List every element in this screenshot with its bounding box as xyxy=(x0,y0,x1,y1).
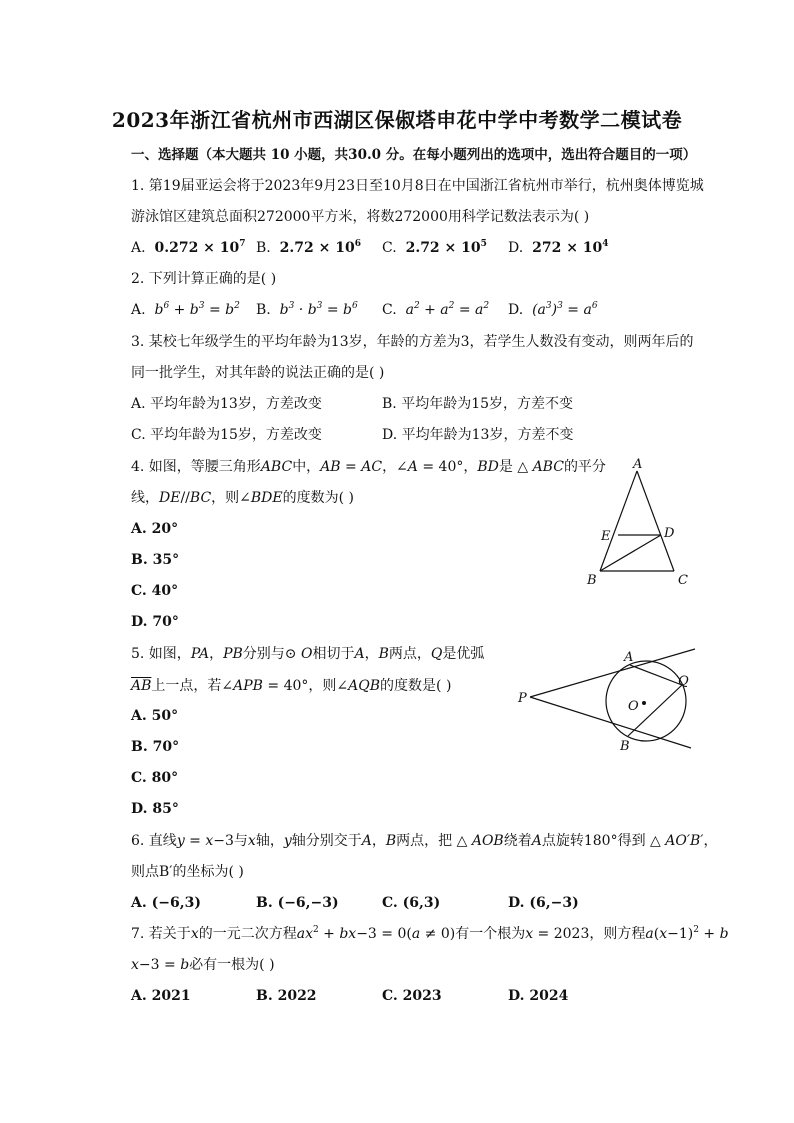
q2-option-c[interactable]: C. $a^2 + a^2 = a^2$ xyxy=(382,301,490,318)
q3-option-b[interactable]: B. 平均年龄为15岁，方差不变 xyxy=(382,396,574,412)
q7-option-b[interactable]: B. 2022 xyxy=(256,988,317,1004)
section-heading: 一、选择题（本大题共 10 小题，共30.0 分。在每小题列出的选项中，选出符合题目的一项） xyxy=(131,147,697,163)
q4-label-c: C xyxy=(678,573,688,588)
q2-stem: 2. 下列计算正确的是( ) xyxy=(131,271,277,287)
q7-line2: x−3 = b必有一根为( ) xyxy=(131,957,275,973)
q4-label-b: B xyxy=(587,573,597,588)
q4-label-e: E xyxy=(601,529,611,544)
q6-line2: 则点B′的坐标为( ) xyxy=(131,864,244,880)
q7-option-d[interactable]: D. 2024 xyxy=(508,988,569,1004)
q5-option-d[interactable]: D. 85° xyxy=(131,801,179,817)
q7-option-c[interactable]: C. 2023 xyxy=(382,988,442,1004)
q2-option-d[interactable]: D. $(a^3)^3 = a^6$ xyxy=(508,301,598,318)
q5-line1: 5. 如图，PA，PB分别与⊙ O相切于A，B两点，Q是优弧 xyxy=(131,646,485,662)
q6-option-a[interactable]: A. (−6,3) xyxy=(131,895,201,911)
q4-line1: 4. 如图，等腰三角形ABC中，AB = AC，∠A = 40°，BD是 △ ABC的平分 xyxy=(131,459,606,475)
q1-option-c[interactable]: C. $2.72 \times 10^5$ xyxy=(382,239,487,256)
q3-option-d[interactable]: D. 平均年龄为13岁，方差不变 xyxy=(382,427,574,443)
q1-option-b[interactable]: B. $2.72 \times 10^6$ xyxy=(256,239,361,256)
q4-line2: 线，DE//BC，则∠BDE的度数为( ) xyxy=(131,490,354,506)
q5-label-a: A xyxy=(624,650,634,665)
q3-option-a[interactable]: A. 平均年龄为13岁，方差改变 xyxy=(131,396,322,412)
q4-label-d: D xyxy=(664,526,675,541)
q6-line1: 6. 直线y = x−3与x轴，y轴分别交于A，B两点，把 △ AOB绕着A点旋转180°得到 △ AO′B′， xyxy=(131,833,718,849)
q5-option-a[interactable]: A. 50° xyxy=(131,708,179,724)
q5-option-c[interactable]: C. 80° xyxy=(131,770,179,786)
q1-line2: 游泳馆区建筑总面积272000平方米，将数272000用科学记数法表示为( ) xyxy=(131,209,590,225)
q1-option-a[interactable]: A. $0.272 \times 10^7$ xyxy=(131,239,246,256)
q7-line1: 7. 若关于x的一元二次方程$ax^2 + bx-3 = 0(a \ne 0)$有一个根为x = 2023，则方程$a(x-1)^2 + b$ xyxy=(131,925,729,942)
q5-label-q: Q xyxy=(678,674,689,689)
q3-line2: 同一批学生，对其年龄的说法正确的是( ) xyxy=(131,365,385,381)
q3-line1: 3. 某校七年级学生的平均年龄为13岁，年龄的方差为3，若学生人数没有变动，则两年后的 xyxy=(131,334,694,350)
q4-option-a[interactable]: A. 20° xyxy=(131,521,179,537)
q4-option-b[interactable]: B. 35° xyxy=(131,552,180,568)
q4-label-a: A xyxy=(633,457,643,472)
q5-label-p: P xyxy=(518,691,527,706)
q3-option-c[interactable]: C. 平均年龄为15岁，方差改变 xyxy=(131,427,322,443)
q5-circle-figure xyxy=(510,646,710,756)
q4-option-c[interactable]: C. 40° xyxy=(131,583,179,599)
q6-option-d[interactable]: D. (6,−3) xyxy=(508,895,579,911)
q5-label-b: B xyxy=(620,739,630,754)
q2-option-a[interactable]: A. $b^6 + b^3 = b^2$ xyxy=(131,301,240,318)
q4-triangle-figure xyxy=(585,456,700,591)
q1-option-d[interactable]: D. $272 \times 10^4$ xyxy=(508,239,609,256)
q7-option-a[interactable]: A. 2021 xyxy=(131,988,191,1004)
q6-option-b[interactable]: B. (−6,−3) xyxy=(256,895,339,911)
q5-option-b[interactable]: B. 70° xyxy=(131,739,180,755)
q2-option-b[interactable]: B. $b^3 \cdot b^3 = b^6$ xyxy=(256,301,358,318)
q4-option-d[interactable]: D. 70° xyxy=(131,614,179,630)
q1-line1: 1. 第19届亚运会将于2023年9月23日至10月8日在中国浙江省杭州市举行，杭州奥体博览城 xyxy=(131,178,704,194)
page-title: 2023年浙江省杭州市西湖区保俶塔申花中学中考数学二模试卷 xyxy=(111,108,683,132)
q5-label-o: O xyxy=(628,699,639,714)
q6-option-c[interactable]: C. (6,3) xyxy=(382,895,441,911)
q5-line2: $\overline{AB}$上一点，若∠APB = 40°，则∠AQB的度数是( ) xyxy=(131,678,452,694)
